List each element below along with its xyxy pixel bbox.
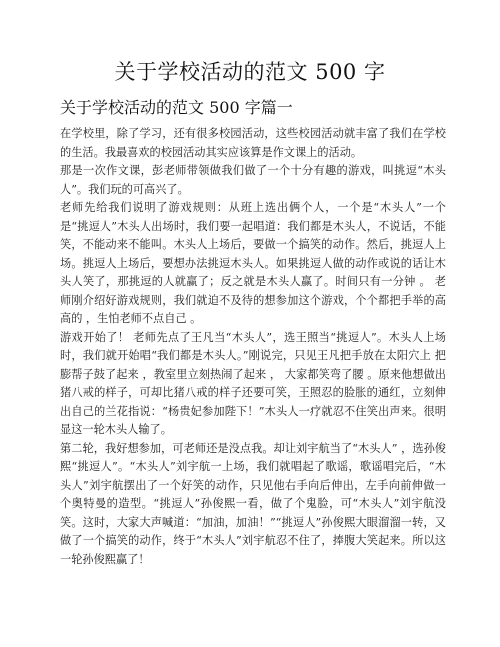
paragraph-1: 在学校里，除了学习，还有很多校园活动，这些校园活动就丰富了我们在学校的生活。我最喜欢的校园活动其实应该算是作文课上的活动。 [60, 127, 446, 159]
paragraph-3: 老师先给我们说明了游戏规则：从班上选出俩个人，一个是“木头人”一个是“挑逗人”木头人出场时，我们要一起唱道：我们都是木头人，不说话，不能笑，不能动来不能叫。木头人上场后，要做一个搞笑的动作。然后，挑逗人上场。挑逗人上场后，要想办法挑逗木头人。如果挑逗人做的动作或说的话让木头人笑了，那挑逗的人就赢了；反之就是木头人赢了。时间只有一分钟 。 老师刚介绍好游戏规则，我们就迫不及待的想参加这个游戏，个个都把手举的高高的 ，生怕老师不点自己 。 [60, 201, 446, 325]
section-heading: 关于学校活动的范文 500 字篇一 [60, 98, 293, 117]
paragraph-5: 第二轮，我好想参加，可老师还是没点我。却让刘宇航当了“木头人” ，选孙俊熙“挑逗人”。“木头人”刘宇航一上场，我们就唱起了歌谣，歌谣唱完后，“木头人”刘宇航摆出了一个好笑的动作，只见他右手向后伸出，左手向前伸做一个奥特曼的造型。“挑逗人”孙俊熙一看，做了个鬼脸，可“木头人”刘宇航没笑。这时，大家大声喊道：“加油，加油！”“挑逗人”孙俊熙大眼溜溜一转，又做了一个搞笑的动作，终于“木头人”刘宇航忍不住了，捧腹大笑起来。所以这一轮孙俊熙赢了！ [60, 441, 446, 566]
document-title: 关于学校活动的范文 500 字 [114, 60, 386, 84]
paragraph-2: 那是一次作文课，彭老师带领做我们做了一个十分有趣的游戏，叫挑逗“木头人”。我们玩的可高兴了。 [60, 164, 446, 196]
paragraph-4: 游戏开始了！ 老师先点了王凡当“木头人”，选王照当“挑逗人”。木头人上场时，我们就开始唱“我们都是木头人。”刚说完，只见王凡把手放在太阳穴上 把膨帮子鼓了起来 ，教室里立刻热闹了起来 ， 大家都笑弯了腰 。原来他想做出猪八戒的样子，可却比猪八戒的样子还要可笑，王照忍的脸胀的通红，立刻伸出自己的兰花指说：“杨贵妃参加陛下！”木头人一疗就忍不住笑出声来。很明显这一轮木头人输了。 [60, 330, 446, 436]
document-body [60, 125, 446, 569]
